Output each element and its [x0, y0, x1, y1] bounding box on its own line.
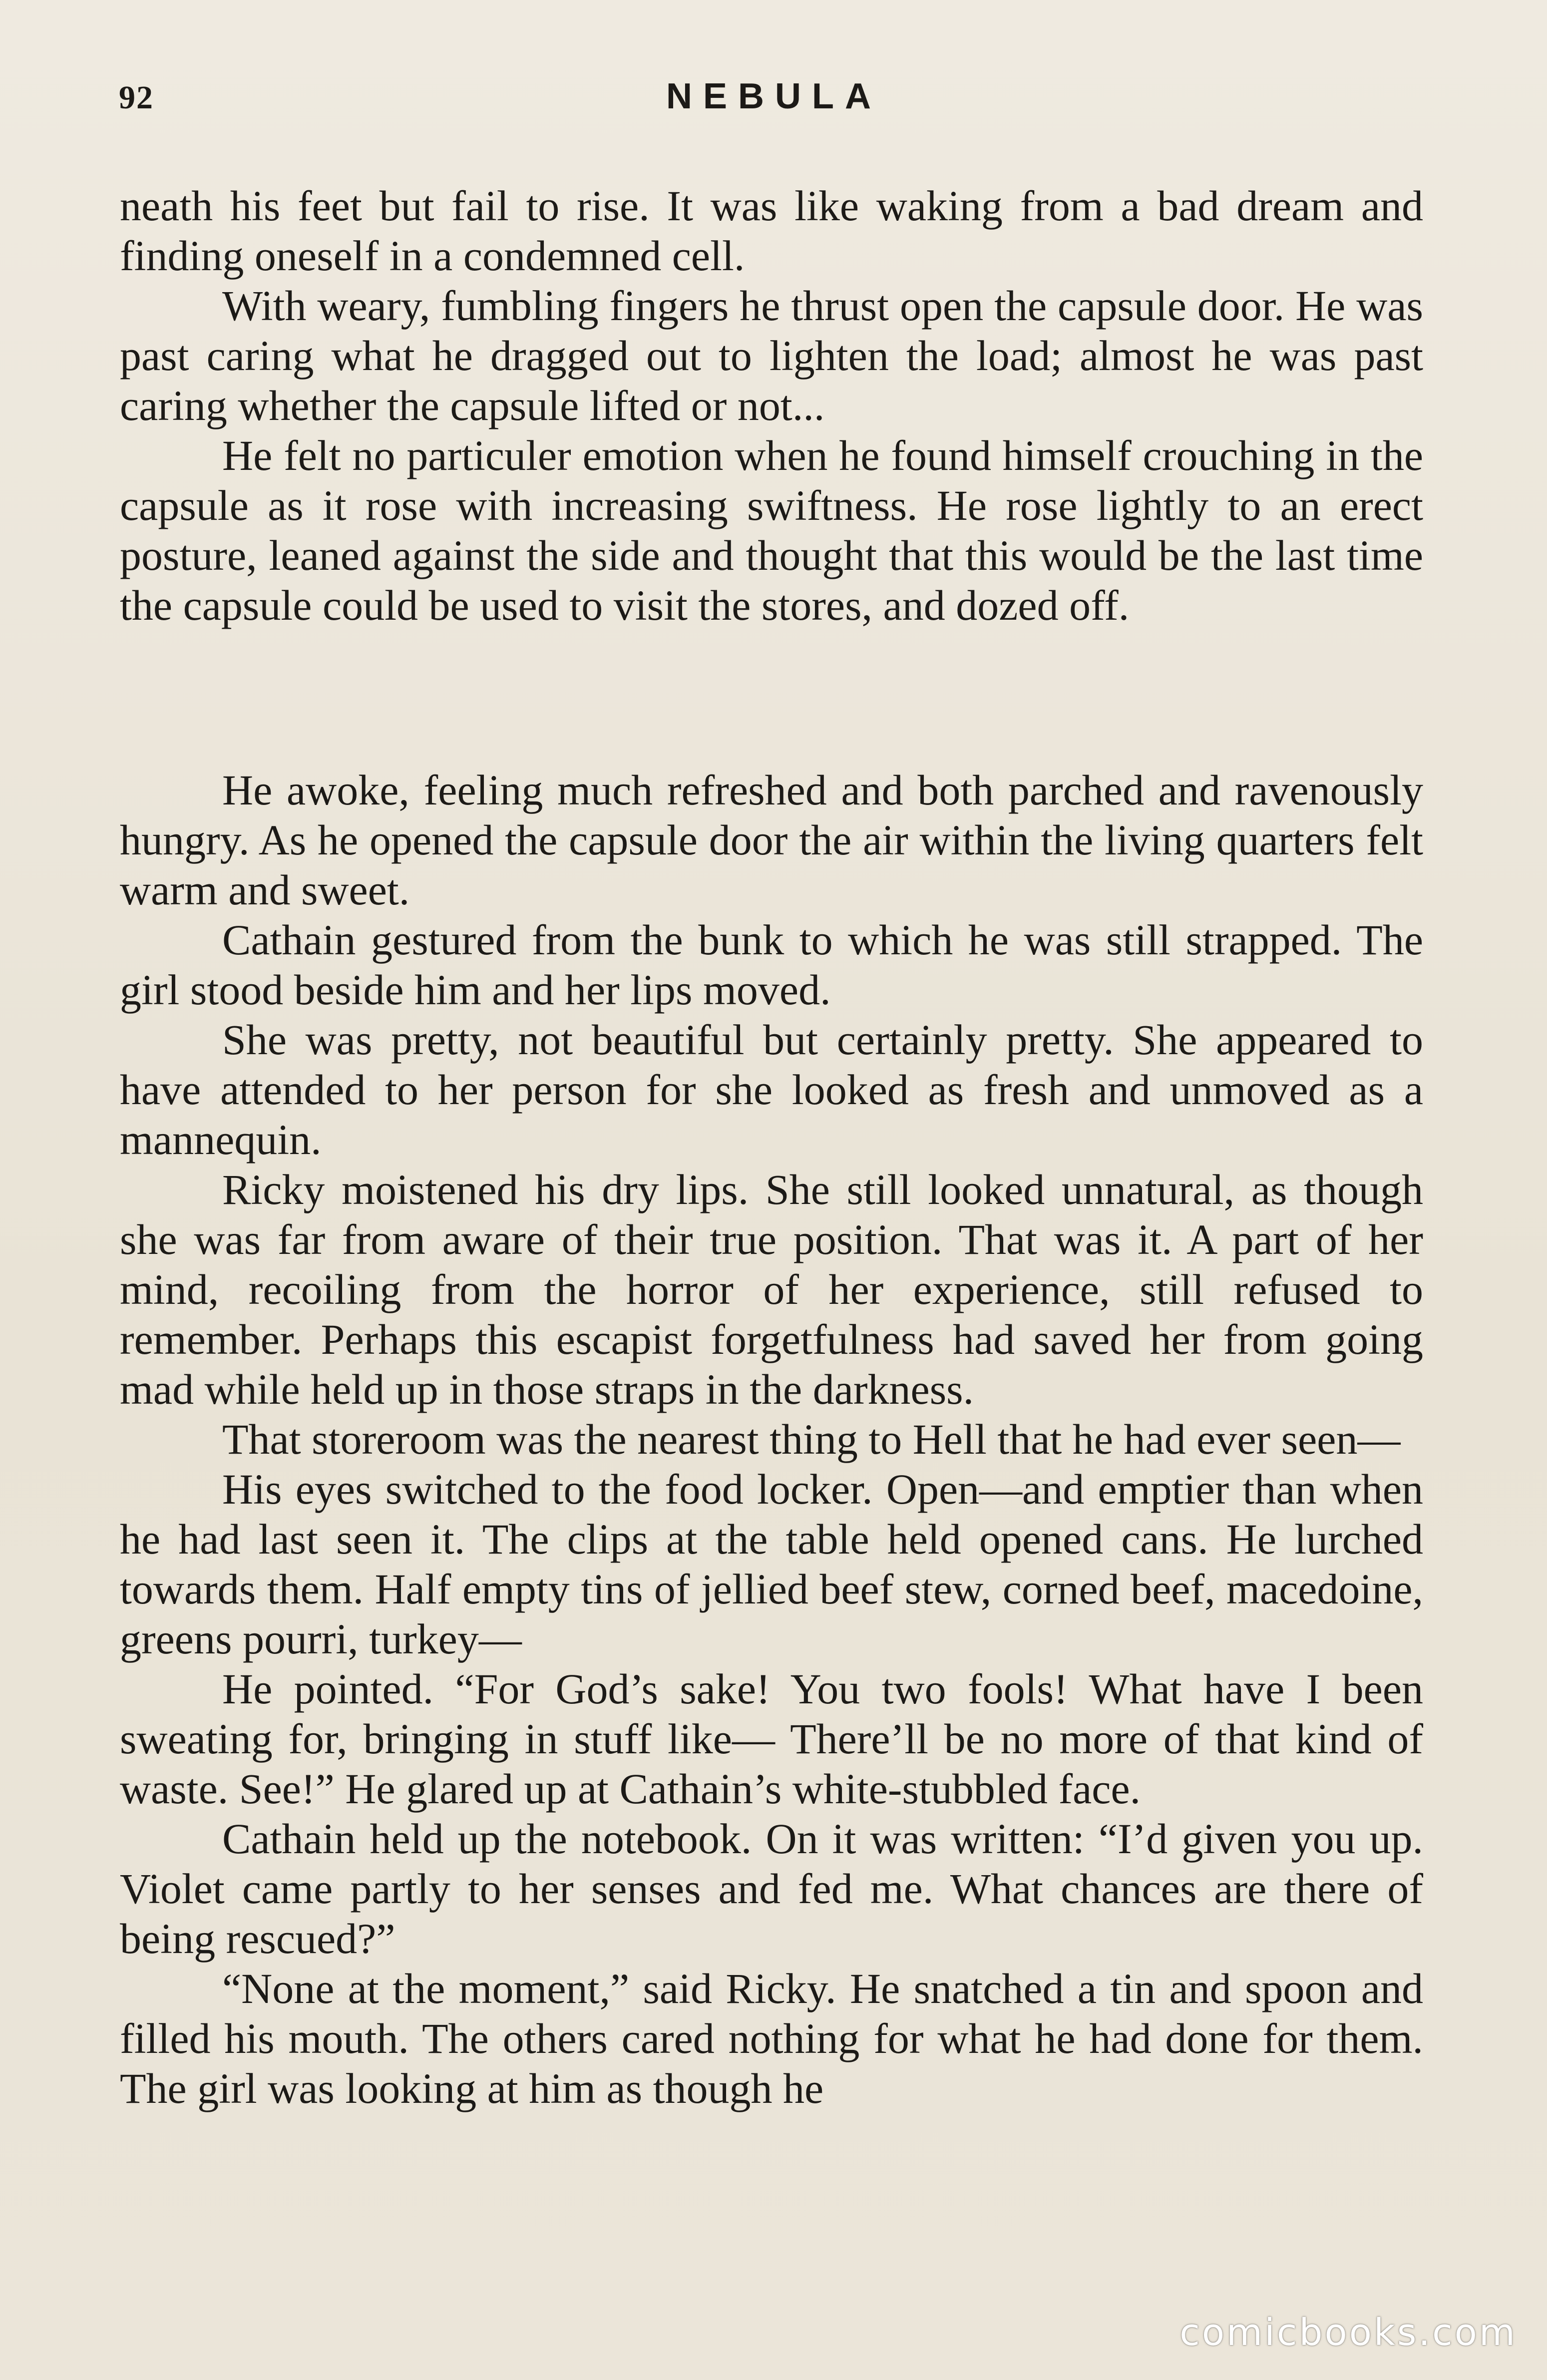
- paragraph: Ricky moistened his dry lips. She still looked unnatural, as though she was far from aware of their true position. That was it. A part of her mind, recoiling from the horror of her experience, still refused to remember. Perhaps this escapist forgetfulness had saved her from going mad while held up in those straps in the darkness.: [120, 1166, 1423, 1413]
- paragraph: Cathain held up the notebook. On it was written: “I’d given you up. Violet came partly to her senses and fed me. What chances are there of being rescued?”: [120, 1815, 1423, 1963]
- paragraph: He pointed. “For God’s sake! You two fools! What have I been sweating for, bringing in stuff like— There’ll be no more of that kind of waste. See!” He glared up at Cathain’s white-stubbled face.: [120, 1665, 1423, 1813]
- paragraph: She was pretty, not beautiful but certainly pretty. She appeared to have attended to her person for she looked as fresh and unmoved as a mannequin.: [120, 1016, 1423, 1164]
- paragraph: Cathain gestured from the bunk to which he was still strapped. The girl stood beside him and her lips moved.: [120, 916, 1423, 1014]
- running-title: NEBULA: [666, 76, 882, 116]
- section-break: [120, 630, 1423, 765]
- paragraph: He awoke, feeling much refreshed and both parched and ravenously hungry. As he opened the capsule door the air within the living quarters felt warm and sweet.: [120, 766, 1423, 914]
- paragraph: neath his feet but fail to rise. It was like waking from a bad dream and finding oneself in a condemned cell.: [120, 182, 1423, 280]
- paragraph: That storeroom was the nearest thing to Hell that he had ever seen—: [222, 1415, 1401, 1463]
- watermark: comicbooks.com: [1179, 2311, 1517, 2354]
- paragraph: He felt no particuler emotion when he found himself crouching in the capsule as it rose with increasing swiftness. He rose lightly to an erect posture, leaned against the side and thought that this would be the last time the capsule could be used to visit the stores, and dozed off.: [120, 431, 1423, 629]
- paragraph: His eyes switched to the food locker. Open—and emptier than when he had last seen it. The clips at the table held opened cans. He lurched towards them. Half empty tins of jellied beef stew, corned beef, macedoine, greens pourri, turkey—: [120, 1465, 1423, 1663]
- body-text: [120, 181, 1423, 2113]
- paragraph: With weary, fumbling fingers he thrust open the capsule door. He was past caring what he dragged out to lighten the load; almost he was past caring whether the capsule lifted or not...: [120, 282, 1423, 429]
- paragraph: “None at the moment,” said Ricky. He snatched a tin and spoon and filled his mouth. The others cared nothing for what he had done for them. The girl was looking at him as though he: [120, 1965, 1423, 2112]
- page-number: 92: [119, 79, 154, 116]
